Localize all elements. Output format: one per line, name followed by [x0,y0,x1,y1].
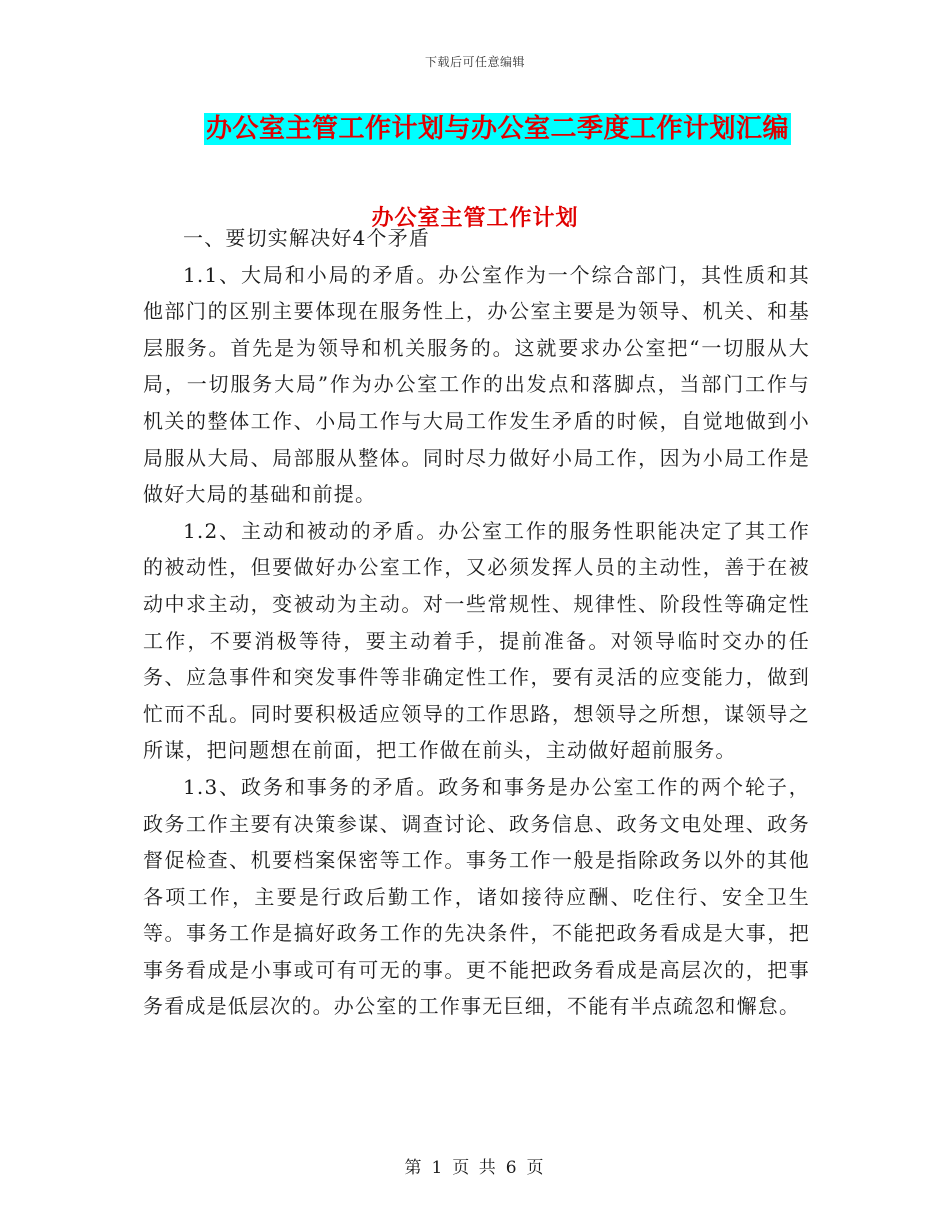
footer-total-pages: 6 [505,1158,519,1178]
footer-current-page: 1 [431,1158,445,1178]
footer-prefix: 第 [404,1158,424,1178]
page-footer [0,1153,950,1178]
footer-suffix: 页 [526,1158,546,1178]
footer-middle: 页 共 [452,1158,498,1178]
paragraph-1-3: 1.3、政务和事务的矛盾。政务和事务是办公室工作的两个轮子，政务工作主要有决策参谋、调查讨论、政务信息、政务文电处理、政务督促检查、机要档案保密等工作。事务工作一般是指除政务以外的其他各项工作，主要是行政后勤工作，诸如接待应酬、吃住行、安全卫生等。事务工作是搞好政务工作的先决条件，不能把政务看成是大事，把事务看成是小事或可有可无的事。更不能把政务看成是高层次的，把事务看成是低层次的。办公室的工作事无巨细，不能有半点疏忽和懈怠。 [143,774,810,1019]
document-body [143,220,810,1025]
document-title-wrapper [0,113,950,145]
paragraph-1-2: 1.2、主动和被动的矛盾。办公室工作的服务性职能决定了其工作的被动性，但要做好办公室工作，又必须发挥人员的主动性，善于在被动中求主动，变被动为主动。对一些常规性、规律性、阶段性等确定性工作，不要消极等待，要主动着手，提前准备。对领导临时交办的任务、应急事件和突发事件等非确定性工作，要有灵活的应变能力，做到忙而不乱。同时要积极适应领导的工作思路，想领导之所想，谋领导之所谋，把问题想在前面，把工作做在前头，主动做好超前服务。 [143,518,810,763]
section-title: 办公室主管工作计划 [371,205,579,231]
document-title: 办公室主管工作计划与办公室二季度工作计划汇编 [205,114,789,144]
paragraph-1-1: 1.1、大局和小局的矛盾。办公室作为一个综合部门，其性质和其他部门的区别主要体现在服务性上，办公室主要是为领导、机关、和基层服务。首先是为领导和机关服务的。这就要求办公室把“一切服从大局，一切服务大局”作为办公室工作的出发点和落脚点，当部门工作与机关的整体工作、小局工作与大局工作发生矛盾的时候，自觉地做到小局服从大局、局部服从整体。同时尽力做好小局工作，因为小局工作是做好大局的基础和前提。 [143,262,810,507]
header-note: 下载后可任意编辑 [424,55,525,69]
heading-1: 一、要切实解决好4个矛盾 [183,226,431,250]
